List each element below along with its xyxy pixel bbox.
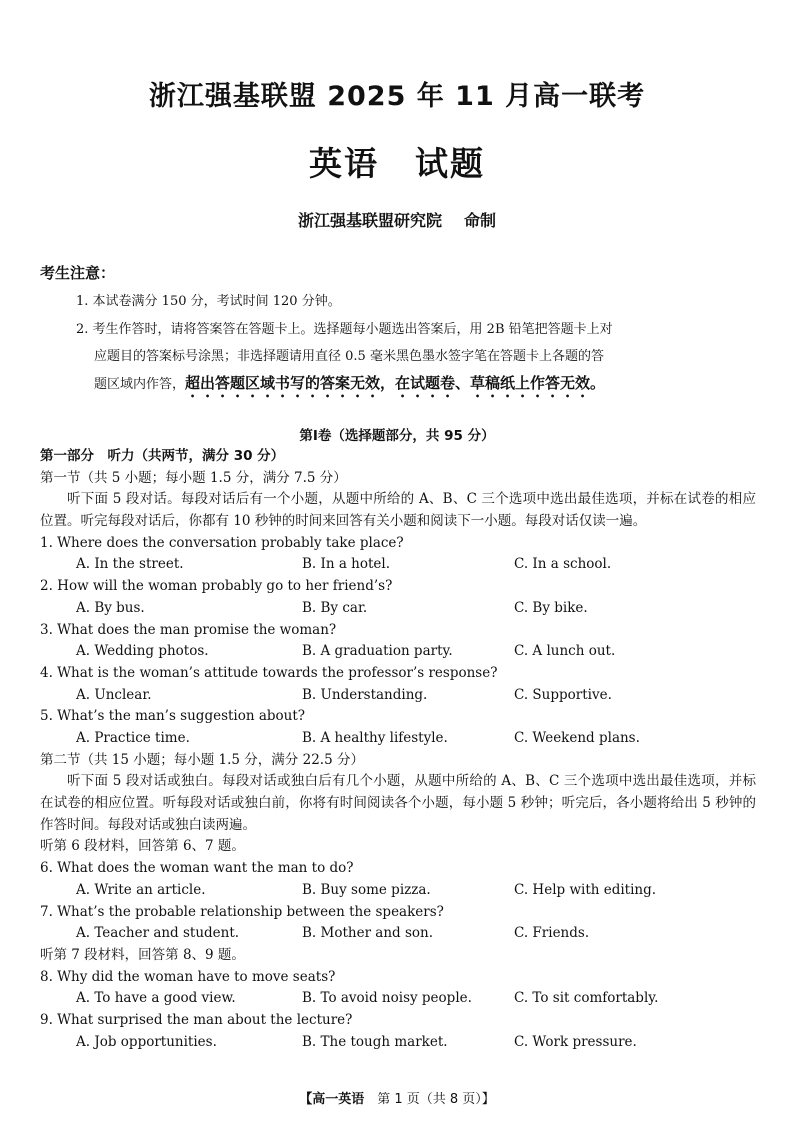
option-c: C. Supportive. [514,686,612,703]
organizer-name: 浙江强基联盟研究院 [297,211,442,230]
exam-type: 试题 [415,144,485,183]
question-stem: 5. What’s the man’s suggestion about? [40,708,306,725]
listening-part [40,446,756,1053]
question-stem: 2. How will the woman probably go to her friend’s? [40,578,393,595]
option-a: A. Write an article. [76,881,206,898]
question-stem: 9. What surprised the man about the lecture? [40,1011,353,1028]
footer-label: 【高一英语 [299,1092,365,1107]
question-options [40,728,756,750]
subject-name: 英语 [309,144,379,183]
option-b: B. Buy some pizza. [302,881,431,898]
notice-heading: 考生注意： [40,264,116,282]
question-stem: 8. Why did the woman have to move seats? [40,968,336,985]
option-c: C. Help with editing. [514,881,657,898]
footer-page-number: 第 1 页（共 8 页）】 [377,1092,495,1107]
question-stem: 7. What’s the probable relationship between the speakers? [40,903,444,920]
option-b: B. By car. [302,599,368,616]
notice-item-2-line1: 2. 考生作答时，请将答案答在答题卡上。选择题每小题选出答案后，用 2B 铅笔把答题卡上对 [76,322,613,337]
notice-emphasis: 超出答题区域书写的答案无效，在试题卷、草稿纸上作答无效。 [185,374,606,392]
volume-heading: 第Ⅰ卷（选择题部分，共 95 分） [299,428,495,444]
material-7-note: 听第 7 段材料，回答第 8、9 题。 [40,946,245,963]
question-options [40,923,756,945]
option-b: B. The tough market. [302,1033,448,1050]
option-c: C. A lunch out. [514,643,616,660]
question-options [40,554,756,576]
option-b: B. A healthy lifestyle. [302,729,448,746]
section1-instructions: 听下面 5 段对话。每段对话后有一个小题，从题中所给的 A、B、C 三个选项中选出最佳选项，并标在试卷的相应位置。听完每段对话后，你都有 10 秒钟的时间来回答有关小题和阅读下一小题。每段对话仅读一遍。 [40,491,756,530]
option-a: A. Unclear. [76,686,152,703]
question-options [40,641,756,663]
notice-item-2-line2: 应题目的答案标号涂黑；非选择题请用直径 0.5 毫米黑色墨水签字笔在答题卡上各题的答 [94,349,604,364]
option-c: C. Weekend plans. [514,729,640,746]
option-a: A. To have a good view. [76,990,236,1007]
option-b: B. A graduation party. [302,643,453,660]
option-c: C. By bike. [514,599,588,616]
question-options [40,598,756,620]
option-b: B. Mother and son. [302,925,434,942]
question-stem: 6. What does the woman want the man to do? [40,860,354,877]
option-a: A. Practice time. [76,729,190,746]
notice-item-1: 1. 本试卷满分 150 分，考试时间 120 分钟。 [76,294,341,309]
question-stem: 3. What does the man promise the woman? [40,621,337,638]
option-a: A. In the street. [76,556,184,573]
question-options [40,988,756,1010]
option-c: C. To sit comfortably. [514,990,659,1007]
exam-title: 浙江强基联盟 2025 年 11 月高一联考 [148,81,646,112]
page-footer [0,1088,794,1107]
subject-title [0,138,794,185]
question-stem: 1. Where does the conversation probably take place? [40,534,404,551]
section2-instructions: 听下面 5 段对话或独白。每段对话或独白后有几个小题，从题中所给的 A、B、C 三个选项中选出最佳选项，并标在试卷的相应位置。听每段对话或独白前，你将有时间阅读各个小题，每小题 5 秒钟；听完后，各小题将给出 5 秒钟的作答时间。每段对话或独白读两遍。 [40,773,756,833]
option-a: A. Wedding photos. [76,643,209,660]
option-b: B. Understanding. [302,686,428,703]
notice-item-2-line3: 题区域内作答， [94,377,186,392]
option-b: B. To avoid noisy people. [302,990,472,1007]
organizer-role: 命制 [464,211,497,230]
question-options [40,685,756,707]
notice-item-2 [76,316,756,401]
question-options [40,880,756,902]
organizer [0,208,794,231]
option-a: A. Teacher and student. [76,925,240,942]
option-a: A. By bus. [76,599,145,616]
material-6-note: 听第 6 段材料，回答第 6、7 题。 [40,838,245,855]
section2-title: 第二节（共 15 小题；每小题 1.5 分，满分 22.5 分） [40,751,364,768]
option-c: C. Friends. [514,925,590,942]
question-stem: 4. What is the woman’s attitude towards the professor’s response? [40,664,498,681]
section1-title: 第一节（共 5 小题；每小题 1.5 分，满分 7.5 分） [40,469,347,486]
option-c: C. Work pressure. [514,1033,637,1050]
option-c: C. In a school. [514,556,612,573]
option-a: A. Job opportunities. [76,1033,217,1050]
part-title: 第一部分 听力（共两节，满分 30 分） [40,448,285,464]
option-b: B. In a hotel. [302,556,391,573]
question-options [40,1032,756,1054]
